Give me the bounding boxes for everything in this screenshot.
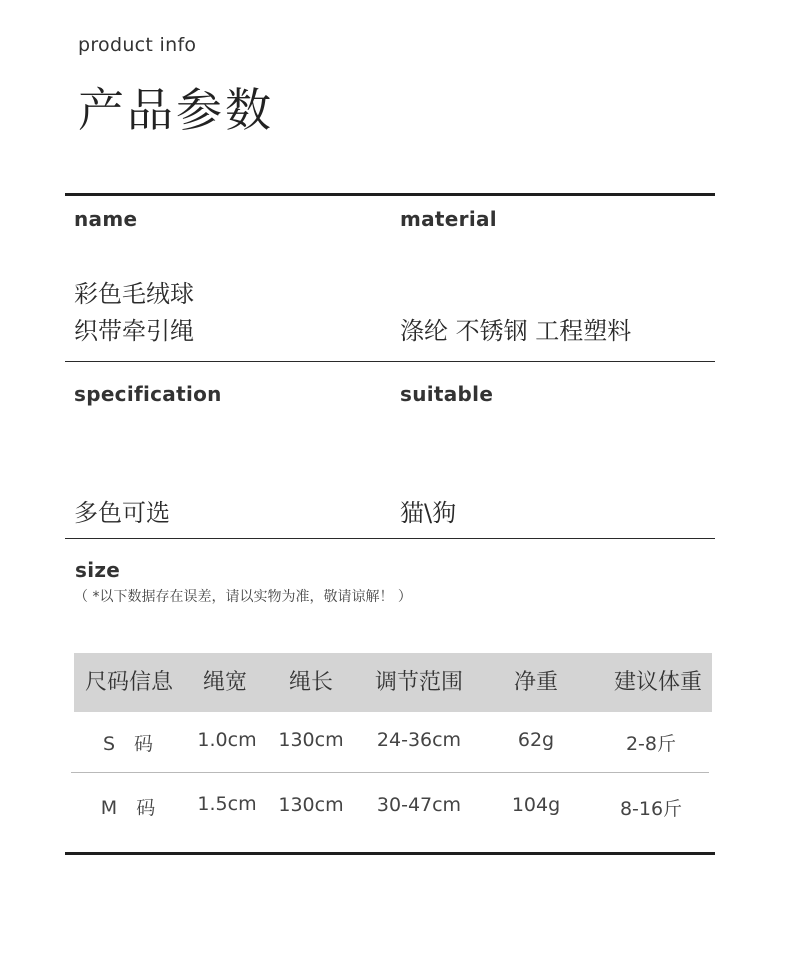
name-value-line1: 彩色毛绒球: [74, 280, 194, 308]
name-label: name: [74, 207, 138, 231]
bottom-divider: [65, 852, 715, 855]
table-cell: 1.5cm: [197, 793, 257, 815]
col-header-width: 绳宽: [202, 670, 247, 695]
size-note: （ *以下数据存在误差，请以实物为准，敬请谅解！ ）: [74, 589, 412, 605]
table-cell: S 码: [102, 733, 154, 755]
specification-label: specification: [74, 382, 222, 406]
size-table-header: [74, 653, 712, 712]
table-cell: 30-47cm: [376, 794, 462, 816]
row-divider-1: [65, 361, 715, 362]
row-divider-2: [65, 538, 715, 539]
col-header-suggested: 建议体重: [613, 670, 702, 695]
section-title-en: product info: [78, 34, 197, 56]
table-cell: 2-8斤: [625, 733, 677, 755]
section-title-cn: 产品参数: [78, 83, 274, 137]
top-divider: [65, 193, 715, 196]
table-cell: 8-16斤: [619, 798, 683, 820]
table-cell: 1.0cm: [197, 729, 257, 751]
col-header-range: 调节范围: [374, 670, 463, 695]
suitable-label: suitable: [400, 382, 494, 406]
col-header-weight: 净重: [513, 670, 558, 695]
name-value: [74, 276, 194, 350]
table-cell: 104g: [511, 794, 561, 816]
table-cell: 62g: [517, 729, 555, 751]
table-cell: 130cm: [278, 794, 344, 816]
suitable-value: 猫\狗: [400, 499, 457, 527]
col-header-length: 绳长: [288, 670, 333, 695]
table-cell: 24-36cm: [376, 729, 462, 751]
specification-value: 多色可选: [74, 499, 170, 527]
table-row-divider: [71, 772, 709, 773]
material-label: material: [400, 207, 497, 231]
material-value: 涤纶 不锈钢 工程塑料: [400, 317, 632, 345]
table-cell: 130cm: [278, 729, 344, 751]
size-label: size: [75, 558, 121, 582]
name-value-line2: 织带牵引绳: [74, 317, 194, 345]
col-header-size: 尺码信息: [84, 670, 173, 695]
table-cell: M 码: [100, 797, 156, 819]
